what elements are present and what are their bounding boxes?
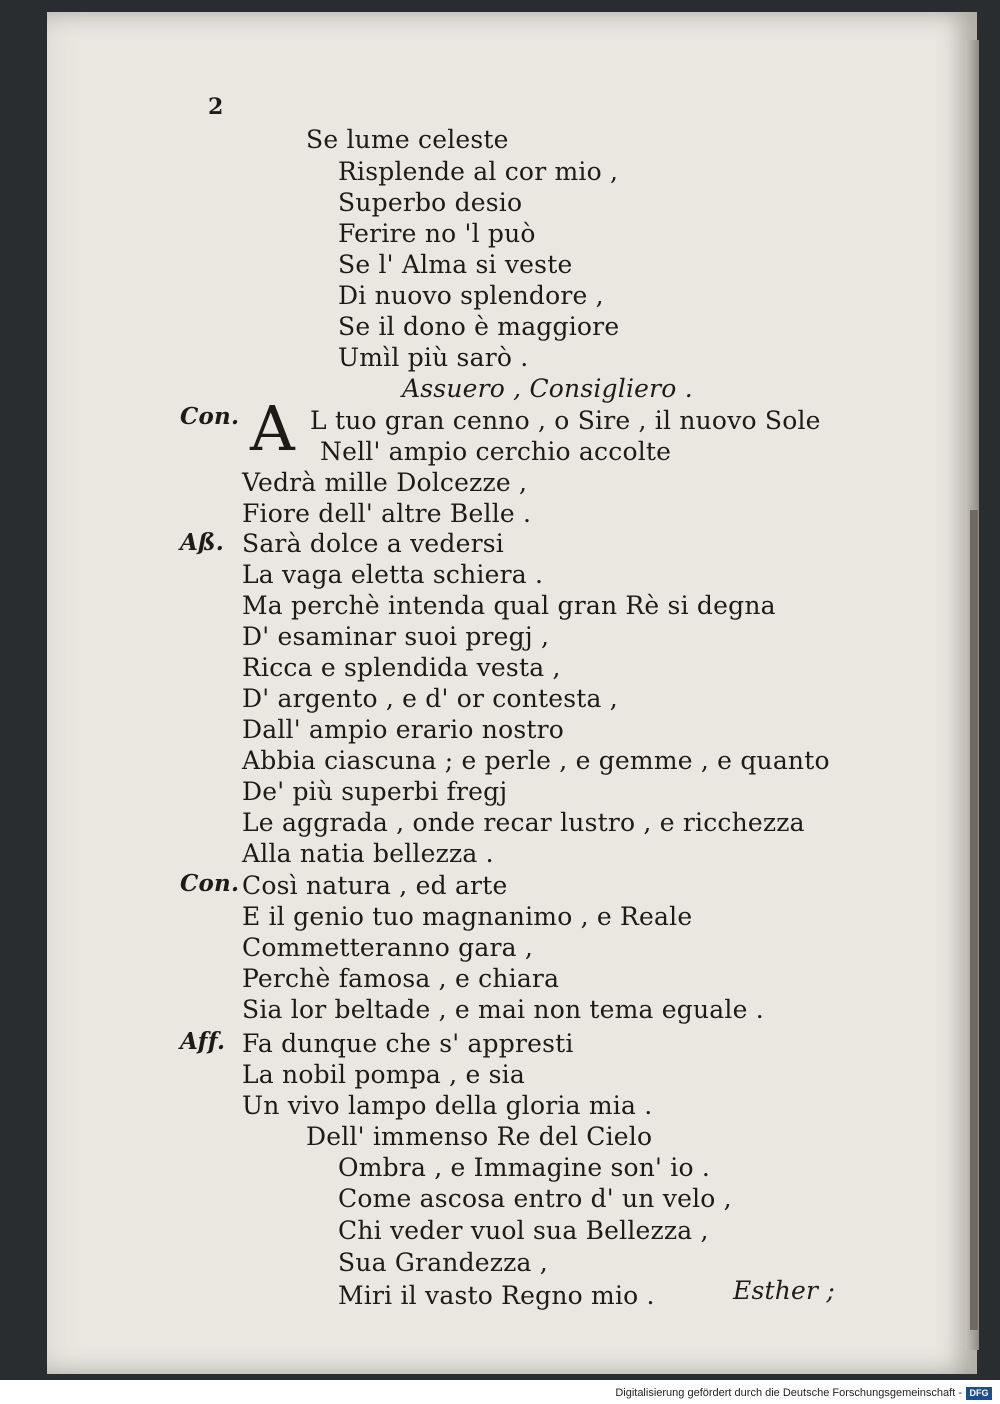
dfg-logo: DFG — [966, 1387, 992, 1400]
verse-line: D' argento , e d' or contesta , — [242, 684, 618, 713]
verse-line: Ombra , e Immagine son' io . — [338, 1153, 711, 1182]
verse-line: Superbo desio — [338, 188, 523, 217]
spine-band — [970, 510, 978, 1330]
speaker-label: Con. — [180, 870, 240, 897]
speaker-label: Aff. — [180, 1028, 226, 1055]
verse-line: De' più superbi fregj — [242, 777, 508, 806]
verse-line: Ricca e splendida vesta , — [242, 653, 561, 682]
verse-line: La nobil pompa , e sia — [242, 1060, 525, 1089]
verse-line: E il genio tuo magnanimo , e Reale — [242, 902, 693, 931]
verse-line: Nell' ampio cerchio accolte — [320, 437, 672, 466]
verse-line: Perchè famosa , e chiara — [242, 964, 560, 993]
verse-line: Miri il vasto Regno mio . — [338, 1281, 655, 1310]
verse-line: Fiore dell' altre Belle . — [242, 499, 532, 528]
speaker-label: Aß. — [180, 529, 224, 556]
verse-line: Se l' Alma si veste — [338, 250, 573, 279]
page-number: 2 — [208, 94, 224, 120]
verse-line: Sarà dolce a vedersi — [242, 529, 504, 558]
verse-line: Commetteranno gara , — [242, 933, 533, 962]
verse-line: Un vivo lampo della gloria mia . — [242, 1091, 653, 1120]
catchword: Esther ; — [733, 1276, 835, 1305]
verse-line: Dell' immenso Re del Cielo — [306, 1122, 653, 1151]
verse-line: Ferire no 'l può — [338, 219, 536, 248]
verse-line: Risplende al cor mio , — [338, 157, 619, 186]
verse-line: L tuo gran cenno , o Sire , il nuovo Sole — [310, 406, 821, 435]
verse-line: Di nuovo splendore , — [338, 281, 604, 310]
verse-line: Chi veder vuol sua Bellezza , — [338, 1216, 709, 1245]
speaker-label: Con. — [180, 403, 240, 430]
digitization-credit: Digitalisierung gefördert durch die Deutsche Forschungsgemeinschaft - — [615, 1387, 962, 1399]
verse-line: Abbia ciascuna ; e perle , e gemme , e quanto — [242, 746, 830, 775]
verse-line: Ma perchè intenda qual gran Rè si degna — [242, 591, 776, 620]
verse-line: Vedrà mille Dolcezze , — [242, 468, 528, 497]
verse-line: Alla natia bellezza . — [242, 839, 494, 868]
verse-line: Se lume celeste — [306, 125, 509, 154]
verse-line: La vaga eletta schiera . — [242, 560, 544, 589]
verse-line: D' esaminar suoi pregj , — [242, 622, 550, 651]
verse-line: Dall' ampio erario nostro — [242, 715, 564, 744]
verse-line: Le aggrada , onde recar lustro , e ricchezza — [242, 808, 805, 837]
verse-line: Così natura , ed arte — [242, 871, 508, 900]
verse-line: Umìl più sarò . — [338, 343, 529, 372]
verse-line: Se il dono è maggiore — [338, 312, 620, 341]
verse-line: Sia lor beltade , e mai non tema eguale . — [242, 995, 764, 1024]
drop-cap: A — [250, 392, 295, 465]
verse-line: Fa dunque che s' appresti — [242, 1029, 574, 1058]
footer-bar — [0, 1384, 1000, 1404]
scene-heading: Assuero , Consigliero . — [402, 374, 693, 403]
verse-line: Sua Grandezza , — [338, 1248, 548, 1277]
verse-line: Come ascosa entro d' un velo , — [338, 1184, 732, 1213]
